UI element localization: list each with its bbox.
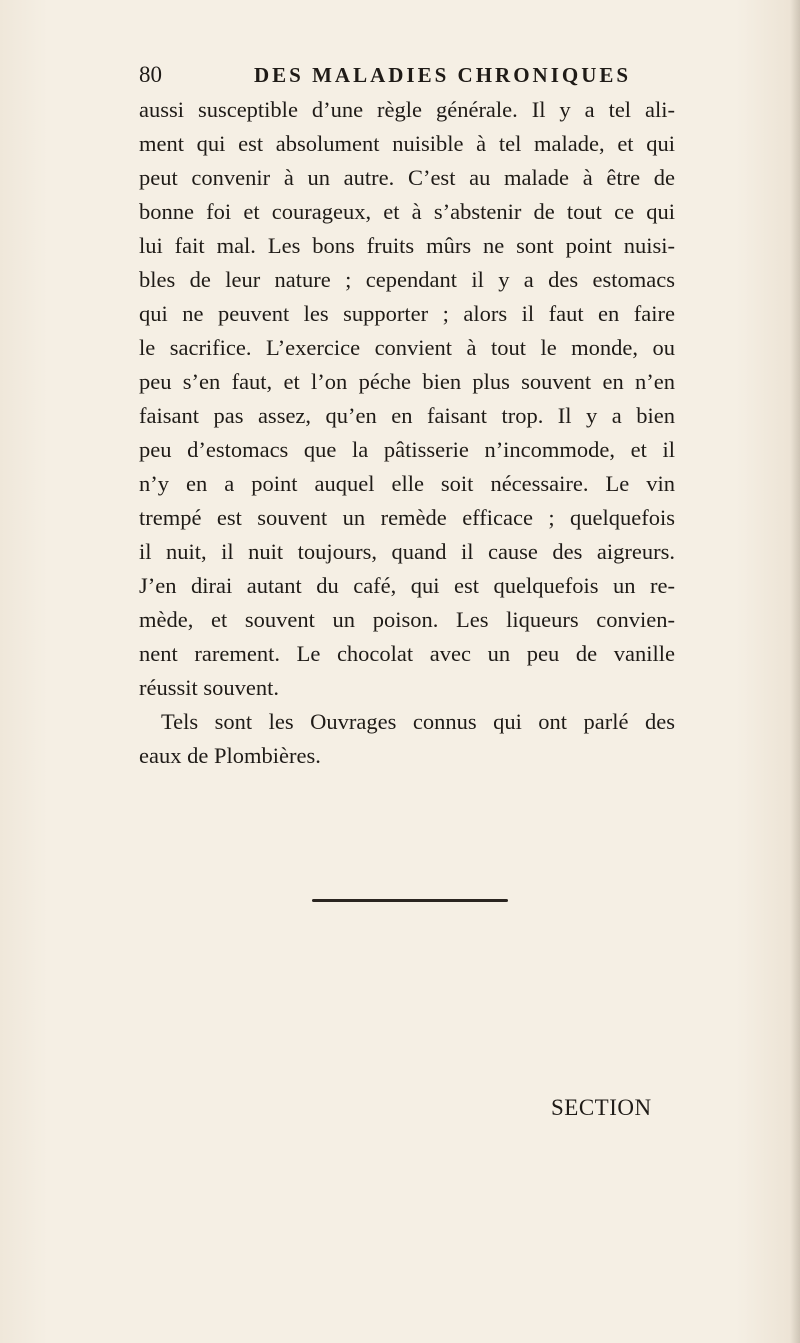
text-line: nent rarement. Le chocolat avec un peu de vanille <box>139 641 675 666</box>
text-line: peu s’en faut, et l’on péche bien plus souvent en n’en <box>139 369 675 394</box>
text-line: bles de leur nature ; cependant il y a des estomacs <box>139 267 675 292</box>
text-line: Tels sont les Ouvrages connus qui ont parlé des <box>161 709 675 734</box>
text-line: il nuit, il nuit toujours, quand il cause des aigreurs. <box>139 539 675 564</box>
text-line: peu d’estomacs que la pâtisserie n’incommode, et il <box>139 437 675 462</box>
text-line: aussi susceptible d’une règle générale. Il y a tel ali- <box>139 97 675 122</box>
text-line: qui ne peuvent les supporter ; alors il faut en faire <box>139 301 675 326</box>
text-line: peut convenir à un autre. C’est au malade à être de <box>139 165 675 190</box>
text-line: bonne foi et courageux, et à s’abstenir de tout ce qui <box>139 199 675 224</box>
text-line: eaux de Plombières. <box>139 743 321 768</box>
paragraph-1 <box>139 93 675 705</box>
running-head-title: DES MALADIES CHRONIQUES <box>254 63 632 87</box>
text-line: le sacrifice. L’exercice convient à tout le monde, ou <box>139 335 675 360</box>
text-line: ment qui est absolument nuisible à tel malade, et qui <box>139 131 675 156</box>
text-line: n’y en a point auquel elle soit nécessaire. Le vin <box>139 471 675 496</box>
text-line: trempé est souvent un remède efficace ; quelquefois <box>139 505 675 530</box>
page-number: 80 <box>139 62 162 87</box>
paragraph-2 <box>139 705 675 773</box>
page-edge-shadow <box>790 0 800 1343</box>
body-text <box>139 93 675 773</box>
running-head <box>139 60 679 90</box>
catchword: SECTION <box>551 1095 652 1120</box>
text-line: mède, et souvent un poison. Les liqueurs convien- <box>139 607 675 632</box>
text-line: réussit souvent. <box>139 675 279 700</box>
text-line: J’en dirai autant du café, qui est quelquefois un re- <box>139 573 675 598</box>
text-line: faisant pas assez, qu’en en faisant trop. Il y a bien <box>139 403 675 428</box>
text-line: lui fait mal. Les bons fruits mûrs ne sont point nuisi- <box>139 233 675 258</box>
end-rule <box>312 899 508 902</box>
